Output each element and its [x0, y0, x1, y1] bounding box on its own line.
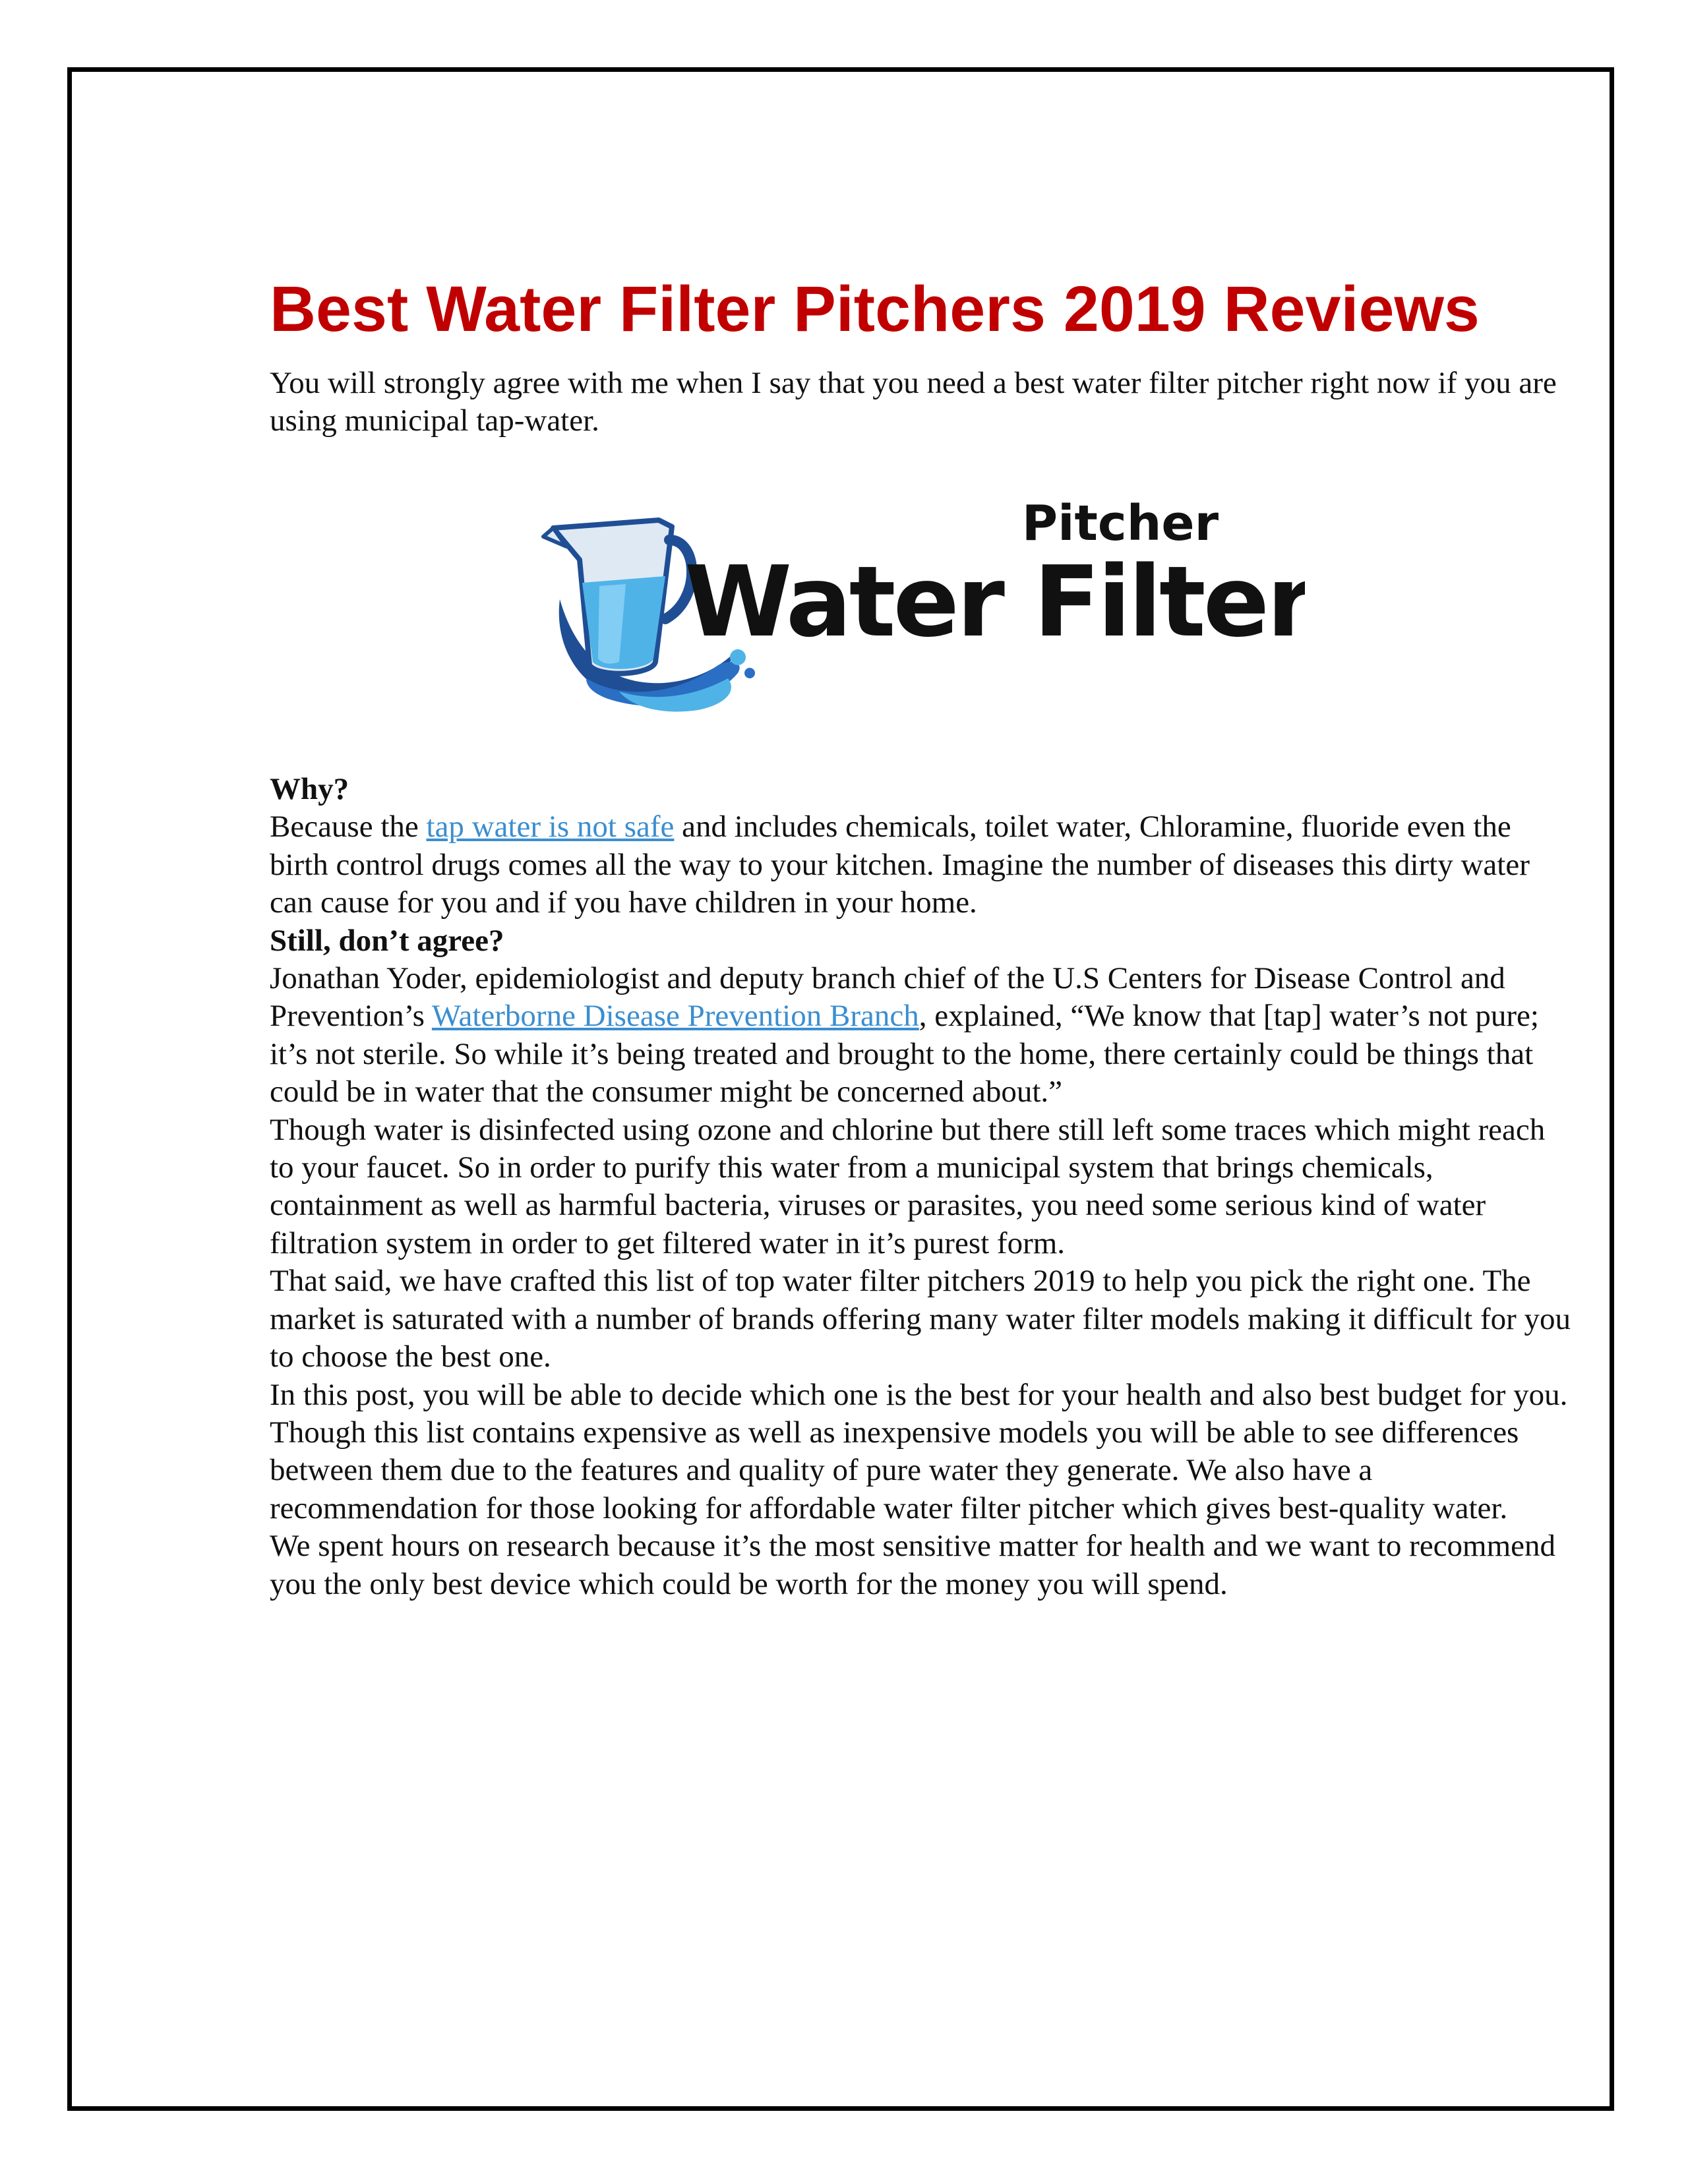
para2-text-before: Jonathan Yoder, epidemiologist and deputy branch chief of the U.S Centers for Disease Control and Prevention’s: [270, 961, 1505, 1034]
tap-water-link[interactable]: tap water is not safe: [426, 810, 675, 844]
para1-text-before: Because the: [270, 810, 427, 844]
page-title: Best Water Filter Pitchers 2019 Reviews: [270, 273, 1480, 345]
logo-text-water-filter: Water Filter: [684, 545, 1305, 659]
article-body: [270, 771, 1575, 1603]
paragraph-research: We spent hours on research because it’s the most sensitive matter for health and we want to recommend you the only best device which could be worth for the money you will spend.: [270, 1529, 1556, 1601]
para1-text-after: and includes chemicals, toilet water, Chloramine, fluoride even the birth control drugs comes all the way to your kitchen. Imagine the number of diseases this dirty water can cause for you and if you have children in your home.: [270, 810, 1530, 920]
para2-text-after: , explained, “We know that [tap] water’s not pure; it’s not sterile. So while it’s being treated and brought to the home, there certainly could be things that could be in water that the consumer might be concerned about.”: [270, 999, 1539, 1109]
paragraph-disinfection: Though water is disinfected using ozone and chlorine but there still left some traces which might reach to your faucet. So in order to purify this water from a municipal system that brings chemicals, containment as well as harmful bacteria, viruses or parasites, you need some serious kind of water filtration system in order to get filtered water in it’s purest form.: [270, 1112, 1546, 1260]
logo-text-pitcher: Pitcher: [1021, 500, 1219, 552]
document-content: [270, 270, 1575, 1601]
paragraph-list-intro: That said, we have crafted this list of top water filter pitchers 2019 to help you pick the right one. The market is saturated with a number of brands offering many water filter models making it difficult for you to choose the best one.: [270, 1264, 1571, 1374]
water-filter-logo: [540, 500, 1305, 718]
page-frame: [67, 67, 1614, 2111]
paragraph-tap-water: [270, 808, 1575, 922]
paragraph-budget: In this post, you will be able to decide which one is the best for your health and also best budget for you. Though this list contains expensive as well as inexpensive models you will be able to see differences between them due to the features and quality of pure water they generate. We also have a recommendation for those looking for affordable water filter pitcher which gives best-quality water.: [270, 1377, 1568, 1525]
intro-paragraph: You will strongly agree with me when I say that you need a best water filter pitcher right now if you are using municipal tap-water.: [270, 366, 1557, 438]
paragraph-quote: [270, 960, 1575, 1111]
waterborne-disease-link[interactable]: Waterborne Disease Prevention Branch: [431, 999, 919, 1034]
still-heading: Still, don’t agree?: [270, 923, 504, 958]
why-heading: Why?: [270, 772, 349, 806]
